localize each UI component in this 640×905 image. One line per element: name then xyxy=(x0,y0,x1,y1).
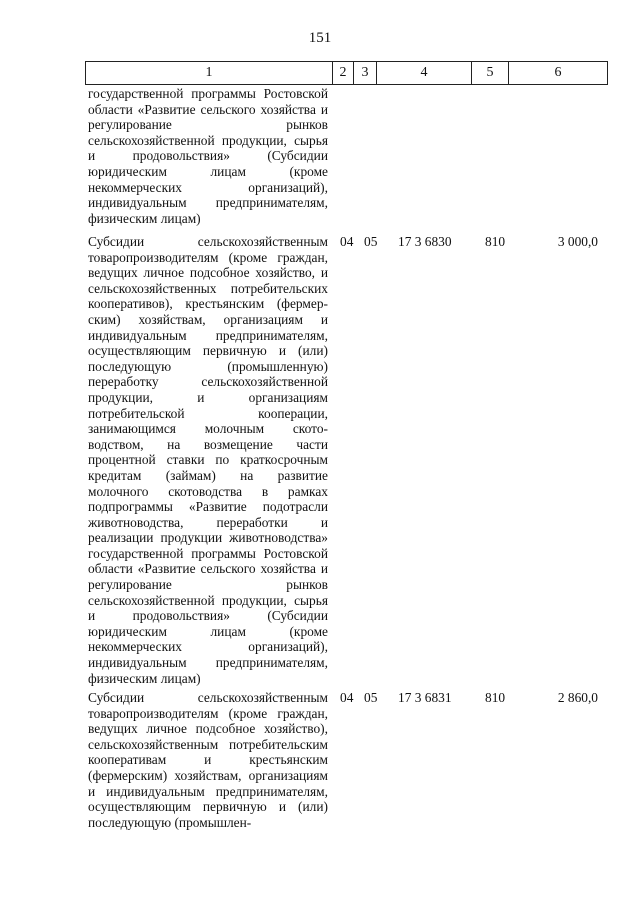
row-section: 04 xyxy=(340,690,354,705)
row-expense-type: 810 xyxy=(485,690,506,705)
header-col-5: 5 xyxy=(472,62,509,85)
header-col-1: 1 xyxy=(86,62,333,85)
row-amount: 3 000,0 xyxy=(557,234,598,249)
row-target-article: 17 3 6831 xyxy=(398,690,452,705)
row-description: государственной программы Ростовской области «Развитие сельского хозяйства и регулирование рынков сельскохозяйственной продукции, сырья и продовольствия» (Субсидии юридическим лицам (кроме некоммерческих организаций), индивидуальным предпринимателям, физическим лицам) xyxy=(88,86,328,226)
row-section: 04 xyxy=(340,234,354,249)
table-header xyxy=(85,61,608,85)
row-description: Субсидии сельскохозяйственным товаропроизводителям (кроме граждан, ведущих личное подсобное хозяйство), сельскохозяйственным потребительским кооперативам и крестьянским (фермерским) хозяйствам, организациям и индивидуальным предпринимателям, осуществляющим первичную и (или) последующую (промышлен- xyxy=(88,690,328,830)
page-number: 151 xyxy=(308,30,332,46)
header-col-4: 4 xyxy=(377,62,472,85)
header-col-6: 6 xyxy=(509,62,608,85)
table-header-row xyxy=(86,62,608,85)
row-expense-type: 810 xyxy=(485,234,506,249)
row-amount: 2 860,0 xyxy=(557,690,598,705)
header-col-2: 2 xyxy=(333,62,354,85)
row-target-article: 17 3 6830 xyxy=(398,234,452,249)
header-col-3: 3 xyxy=(354,62,377,85)
row-description: Субсидии сельскохозяйственным товаропроизводителям (кроме граждан, ведущих личное подсобное хозяйство, и сельскохозяйственных потребительских кооперативов), крестьянским (фермерским) хозяйствам, организациям и индивидуальным предпринимателям, осуществляющим первичную и (или) последующую (промышленную) переработку сельскохозяйственной продукции, и организациям потребительской кооперации, занимающимся молочным скотоводством, на возмещение части процентной ставки по краткосрочным кредитам (займам) на развитие молочного скотоводства в рамках подпрограммы «Развитие подотрасли животноводства, переработки и реализации продукции животноводства» государственной программы Ростовской области «Развитие сельского хозяйства и регулирование рынков сельскохозяйственной продукции, сырья и продовольствия» (Субсидии юридическим лицам (кроме некоммерческих организаций), индивидуальным предпринимателям, физическим лицам) xyxy=(88,234,328,686)
row-subsection: 05 xyxy=(364,690,378,705)
row-subsection: 05 xyxy=(364,234,378,249)
